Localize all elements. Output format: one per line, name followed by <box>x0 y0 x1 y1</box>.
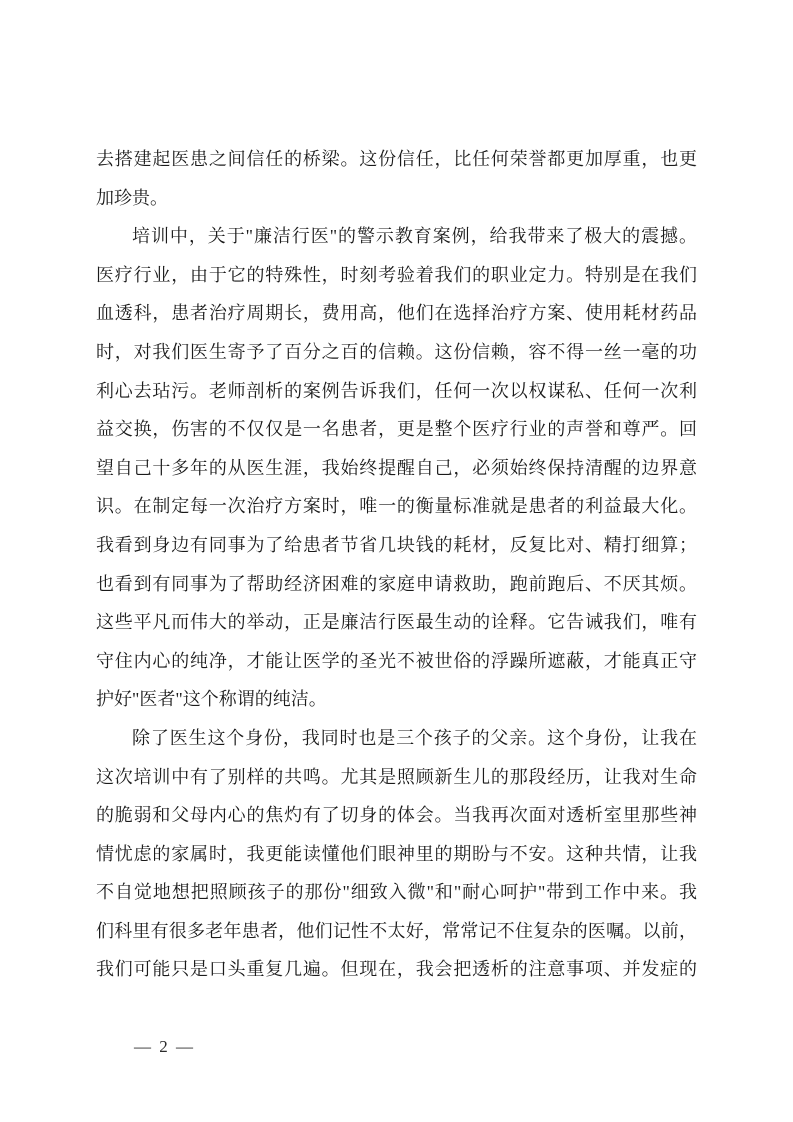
text-line: 的脆弱和父母内心的焦灼有了切身的体会。当我再次面对透析室里那些神 <box>96 805 697 826</box>
text-line: 这次培训中有了别样的共鸣。尤其是照顾新生儿的那段经历，让我对生命 <box>96 766 697 787</box>
text-line: 益交换，伤害的不仅仅是一名患者，更是整个医疗行业的声誉和尊严。回 <box>96 419 697 440</box>
text-line: 望自己十多年的从医生涯，我始终提醒自己，必须始终保持清醒的边界意 <box>96 457 697 478</box>
text-line: 血透科，患者治疗周期长，费用高，他们在选择治疗方案、使用耗材药品 <box>96 303 697 324</box>
text-line: 加珍贵。 <box>96 187 168 208</box>
text-line: 守住内心的纯净，才能让医学的圣光不被世俗的浮躁所遮蔽，才能真正守 <box>96 650 697 671</box>
text-line: 不自觉地想把照顾孩子的那份"细致入微"和"耐心呵护"带到工作中来。我 <box>96 882 697 903</box>
text-line: 培训中，关于"廉洁行医"的警示教育案例，给我带来了极大的震撼。 <box>132 226 697 247</box>
text-line: 情忧虑的家属时，我更能读懂他们眼神里的期盼与不安。这种共情，让我 <box>96 843 697 864</box>
text-line: 这些平凡而伟大的举动，正是廉洁行医最生动的诠释。它告诫我们，唯有 <box>96 612 697 633</box>
text-line: 我看到身边有同事为了给患者节省几块钱的耗材，反复比对、精打细算； <box>96 534 697 555</box>
paragraph <box>96 719 697 989</box>
text-line: 医疗行业，由于它的特殊性，时刻考验着我们的职业定力。特别是在我们 <box>96 264 697 285</box>
paragraph <box>96 217 697 719</box>
text-line: 利心去玷污。老师剖析的案例告诉我们，任何一次以权谋私、任何一次利 <box>96 380 697 401</box>
text-line: 去搭建起医患之间信任的桥梁。这份信任，比任何荣誉都更加厚重，也更 <box>96 149 697 169</box>
page-number: — 2 — <box>134 1037 195 1056</box>
text-line: 时，对我们医生寄予了百分之百的信赖。这份信赖，容不得一丝一毫的功 <box>96 341 697 362</box>
document-body <box>96 140 697 989</box>
text-line: 除了医生这个身份，我同时也是三个孩子的父亲。这个身份，让我在 <box>132 727 697 748</box>
paragraph <box>96 140 697 217</box>
text-line: 护好"医者"这个称谓的纯洁。 <box>96 689 327 710</box>
text-line: 我们可能只是口头重复几遍。但现在，我会把透析的注意事项、并发症的 <box>96 959 697 980</box>
text-line: 们科里有很多老年患者，他们记性不太好，常常记不住复杂的医嘱。以前， <box>96 920 697 941</box>
text-line: 识。在制定每一次治疗方案时，唯一的衡量标准就是患者的利益最大化。 <box>96 496 697 517</box>
text-line: 也看到有同事为了帮助经济困难的家庭申请救助，跑前跑后、不厌其烦。 <box>96 573 697 594</box>
